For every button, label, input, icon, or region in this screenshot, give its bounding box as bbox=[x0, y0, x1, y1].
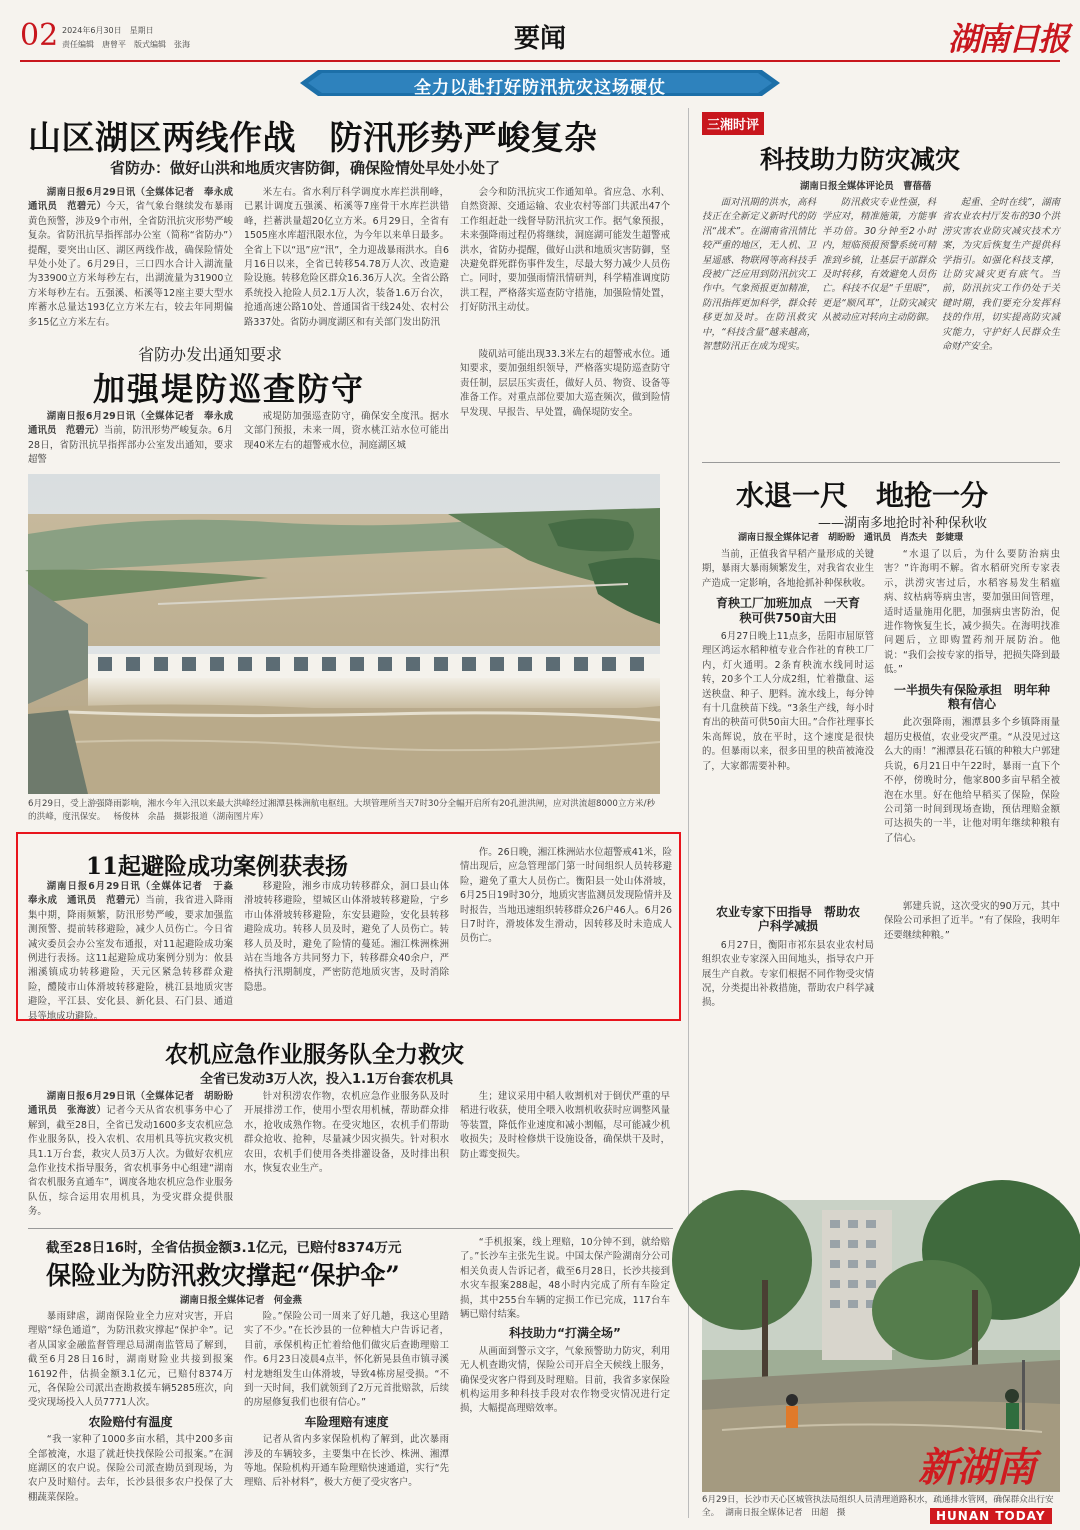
recovery-col-1c: 农业专家下田指导 帮助农户科学减损 6月27日，衡阳市祁东县农业农村局组织农业专家深入田间地头，指导农户开展生产自救。专家们根据不同作物受灾情况，分类提出补救措施，帮助农户科学减损。 bbox=[702, 905, 874, 1009]
recovery-col-2: “水退了以后，为什么要防治病虫害？”许海明不解。省水稻研究所专家表示，洪涝灾害过后，水稻容易发生稻瘟病、纹枯病等病虫害，要加强田间管理，适时适量施用化肥，加强病虫害防治，促进作物恢复生长，减少损失。在海明找准问题后，立即购置药剂开展防治。他说：“我们会按专家的指导，把损失降到最低。” 一半损失有保险承担 明年种粮有信心 此次强降雨，湘潭县多个乡镇降雨量超历史极值，农业受灾严重。“从没见过这么大的雨！”湘潭县花石镇的种粮大户郭建兵说，6月21日中午22时，暴雨一直下个不停，傍晚时分，他家800多亩早稻全被泡在水里。好在他给早稻买了保险，保险公司第一时间到现场查勘，预估理赔金额可达损失的一半，让他对明年继续种粮有了信心。 bbox=[884, 549, 1060, 844]
insurance-subhead-2: 车险理赔有速度 bbox=[304, 1414, 389, 1429]
page-number: 02 bbox=[20, 18, 59, 53]
column-headline: 科技助力防灾减灾 bbox=[760, 145, 961, 174]
lead-col-2: 米左右。省水利厅科学调度水库拦洪削峰，已累计调度五强溪、柘溪等7座骨干水库拦洪错峰，拦蓄洪量超20亿立方米。6月29日，全省有1505座水库超汛限水位，为今年以来单日最多。全省上下以“迅”应“汛”，全力迎战暴雨洪水。自6月16日以来，全省已转移54.78万人次、改造避险设施。转移危险区群众16.36万人次。全省公路系统投入抢险人员2.1万人次，装备1.6万台次，抢通高速公路10处、普通国省干线24处、农村公路337处。省防办调度湖区和有关部门发出防汛 bbox=[244, 187, 449, 328]
dam-photo-caption: 6月29日，受上游强降雨影响，湘水今年入汛以来最大洪峰经过湘潭县株洲航电枢纽。大坝管理所当天7时30分全幅开启所有20孔泄洪闸，应对洪流超8000立方米/秒的洪峰，度汛保安。 杨俊林 余晶 摄影报道（湖南图片库） bbox=[28, 799, 656, 822]
recovery-subhead-3: 农业专家下田指导 帮助农户科学减损 bbox=[715, 905, 860, 934]
recovery-subhead-1: 育秧工厂加班加点 一天育秧可供750亩大田 bbox=[715, 596, 860, 625]
watermark-sub: HUNAN TODAY bbox=[930, 1508, 1052, 1524]
agri-subheadline: 全省已发动3万人次，投入1.1万台套农机具 bbox=[200, 1072, 454, 1087]
section-title: 要闻 bbox=[513, 24, 566, 54]
lead-byline: 湖南日报6月29日讯（全媒体记者 奉永成 通讯员 范碧元） bbox=[28, 187, 243, 213]
date-line: 2024年6月30日 星期日 bbox=[62, 26, 154, 35]
recovery-col-1: 当前，正值我省早稻产量形成的关键期，暴雨大暴雨频繁发生，对我省农业生产造成一定影响，各地抢抓补种保秋收。 育秧工厂加班加点 一天育秧可供750亩大田 6月27日晚上11点多，岳阳市屈原管理区鸿运水稻种植专业合作社的育秧工厂内，灯火通明。2条育秧流水线同时运转，20多个工人分成2组，忙着撒盘、运送秧盘、种子、肥料。流水线上，每分钟有十几盘秧苗下线。“3条生产线，每小时育出的秧苗可供50亩大田。”合作社理事长朱高辉说，放在平时，这个速度是很快的。但暴雨以来，很多田里的秧苗被淹没了，大家都需要补种。 bbox=[702, 549, 874, 772]
insurance-col-1: 暴雨肆虐，湖南保险业全力应对灾害，开启理赔“绿色通道”，为防汛救灾撑起“保护伞”。记者从国家金融监督管理总局湖南监管局了解到，截至6月28日16时，湖南财险业共接到报案16192件，估损金额3.1亿元，已赔付8374万元，各保险公司派出查勘救援车辆5285班次，向受灾现场投入人员7771人次。 农险赔付有温度 “我一家种了1000多亩水稻，其中200多亩全部被淹，水退了就赶快找保险公司报案。”在洞庭湖区的农户说。保险公司派查勘员到现场，为农户及时赔付。去年，长沙县很多农户投保了大棚蔬菜保险。 bbox=[28, 1311, 233, 1503]
insurance-subhead-3: 科技助力“打满全场” bbox=[509, 1326, 621, 1341]
column-tag: 三湘时评 bbox=[702, 112, 764, 135]
insurance-headline: 保险业为防汛救灾撑起“保护伞” bbox=[46, 1261, 400, 1290]
embankment-headline: 加强堤防巡查防守 bbox=[93, 370, 366, 408]
commend-col-2: 移避险，湘乡市成功转移群众，洞口县山体滑坡转移避险，望城区山体滑坡转移避险，宁乡市山体滑坡转移避险，东安县避险，安化县转移避险成功。转移人员及时，避免了人员伤亡。转移人员及时，避免了险情的蔓延。湘江株洲株洲站在当地各方共同努力下，转移群众40余户，严格执行汛期制度，严密防范地质灾害，及时消除隐患。 bbox=[244, 881, 449, 993]
commend-byline: 湖南日报6月29日讯（全媒体记者 于淼 奉永成 通讯员 范碧元） bbox=[28, 881, 243, 907]
watermark-logo: 新湖南 bbox=[918, 1444, 1035, 1491]
commend-headline: 11起避险成功案例获表扬 bbox=[86, 853, 349, 880]
column-col-2: 防汛救灾专业性强，科学应对，精准施策，方能事半功倍。30分钟至2小时内，短临预报预警系统可精准到乡镇，让基层干部群众及时转移，有效避免人员伤亡。科技不仅是“千里眼”，更是“顺风耳”，让防灾减灾从被动应对转向主动防御。 bbox=[822, 197, 936, 324]
commend-story-box bbox=[16, 832, 681, 1021]
embankment-byline: 湖南日报6月29日讯（全媒体记者 奉永成 通讯员 范碧元） bbox=[28, 411, 243, 437]
lead-headline: 山区湖区两线作战 防汛形势严峻复杂 bbox=[28, 118, 598, 157]
lead-subheadline: 省防办：做好山洪和地质灾害防御，确保险情处早处小处了 bbox=[110, 159, 501, 177]
commend-col-1: 湖南日报6月29日讯（全媒体记者 于淼 奉永成 通讯员 范碧元）当前，我省进入降雨集中期，降雨频繁，防汛形势严峻，要求加强监测预警、提前转移避险，减少人员伤亡。今日省减灾委员会办公室发布通报，对11起避险成功案例进行表扬。这11起避险成功案例分别为：攸县湘溪镇成功转移避险，天元区紧急转移群众避险，醴陵市山体滑坡转移避险，桃江县地质灾害避险，平江县、安化县、新化县、石门县、通道县等地成功避险。 bbox=[28, 881, 243, 1022]
agri-byline: 湖南日报6月29日讯（全媒体记者 胡盼盼 通讯员 张海波） bbox=[28, 1091, 243, 1117]
lead-col-3: 会今和防汛抗灾工作通知单。省应急、水利、自然资源、交通运输、农业农村等部门共派出47个工作组赶赴一线督导防汛抗灾工作。据气象预报，未来强降雨过程仍将继续，洞庭湖可能发生超警戒洪水，省防办提醒，做好山洪和地质灾害防御，坚决避免群死群伤事件发生，尽最大努力减少人员伤亡。同时，要加强雨情汛情研判，科学精准调度防洪工程，严格落实巡查防守措施，加强险情处置，打好防汛主动仗。 bbox=[460, 187, 670, 314]
section-rule bbox=[28, 1228, 673, 1229]
commend-col-3: 作。26日晚，湘江株洲站水位超警戒41米，险情出现后，应急管理部门第一时间组织人员转移避险，避免了重大人员伤亡。衡阳县一处山体滑坡，6月25日19时30分，地质灾害监测员发现险情并及时报告，当地迅速组织转移群众26户46人。6月26日7时许，滑坡体发生滑动，因转移及时未造成人员伤亡。 bbox=[460, 847, 672, 945]
street-photo-credit: 湖南日报全媒体记者 田超 摄 bbox=[725, 1508, 846, 1518]
embankment-story bbox=[28, 338, 678, 466]
newspaper-logo: 湖南日报 bbox=[948, 20, 1069, 58]
column-col-1: 面对汛期的洪水，高科技正在全新定义新时代的防汛“战术”。在湖南省汛情比较严重的地区，无人机、卫星遥感、物联网等高科技手段被广泛应用到防汛抗灾工作中。气象预报更加精准，防汛指挥更加科学，群众转移更加及时。在防汛救灾中，“科技含量”越来越高，智慧防汛正在成为现实。 bbox=[702, 197, 816, 353]
recovery-headline: 水退一尺 地抢一分 bbox=[736, 479, 989, 512]
agri-headline: 农机应急作业服务队全力救灾 bbox=[165, 1041, 464, 1068]
insurance-col-2: 险。”保险公司一周来了好几趟，我这心里踏实了不少。”在长沙县的一位种植大户告诉记者，目前，承保机构正忙着给他们做灾后查勘理赔工作。6月23日凌晨4点半，怀化新晃县鱼市镇寻溪村龙塘组发生山体滑坡，导致4栋房屋受损。“不到一天时间，我们就领到了2万元首批赔款，后续的房屋修复我们也很有信心。” 车险理赔有速度 记者从省内多家保险机构了解到，此次暴雨涉及的车辆较多，主要集中在长沙、株洲、湘潭等地。保险机构开通车险理赔快速通道，实行“先理赔、后补材料”，极大方便了受灾客户。 bbox=[244, 1311, 449, 1489]
column-byline: 湖南日报全媒体评论员 曹蓓蓓 bbox=[800, 181, 932, 192]
dam-photo-credit: 杨俊林 余晶 摄影报道（湖南图片库） bbox=[113, 812, 269, 822]
column-col-3: 起重、全时在线”，湖南省农业农村厅发布的30个洪涝灾害农业防灾减灾技术方案，为灾后恢复生产提供科学指引。如强化科技支撑，让防灾减灾更有底气。当前，防汛抗灾工作仍处于关键时期，我们要充分发挥科技的作用，切实提高防灾减灾能力，守护好人民群众生命财产安全。 bbox=[942, 197, 1060, 353]
masthead bbox=[0, 0, 1080, 68]
lead-col-1: 湖南日报6月29日讯（全媒体记者 奉永成 通讯员 范碧元）今天，省气象台继续发布暴雨黄色预警，涉及9个市州，全省防汛抗灾形势严峻复杂。省防汛抗旱指挥部办公室（简称“省防办”）提醒，要突出山区、湖区两线作战，确保险情处早处小处了。6月29日，三口四水合计入湖流量为33900立方米每秒左右，出湖流量为31900立方米每秒左右。五强溪、柘溪等12座主要大型水库蓄水总量达193亿立方米左右，较去年同期偏多15亿立方米左右。 bbox=[28, 187, 243, 328]
embankment-col-2: 戒堤防加强巡查防守，确保安全度汛。据水文部门预报，未来一周，资水桃江站水位可能出现40米左右的超警戒水位，洞庭湖区城 bbox=[244, 411, 449, 451]
recovery-col-2c: 郭建兵说，这次受灾的90万元，其中保险公司承担了近半。“有了保险，我明年还要继续种粮。” bbox=[884, 901, 1060, 941]
recovery-subheadline: ——湖南多地抢时补种保秋收 bbox=[818, 516, 988, 531]
agri-col-1: 湖南日报6月29日讯（全媒体记者 胡盼盼 通讯员 张海波）记者今天从省农机事务中心了解到，截至28日，全省已发动1600多支农机应急作业服务队，投入农机、农用机具等抗灾救灾机具1.1万台套，救灾人员3万人次。为做好农机应急作业技术指导服务，省农机事务中心组建“湖南省农机服务直通车”，调度各地农机应急作业服务队伍，综合运用农用机具，为受灾群众提供服务。 bbox=[28, 1091, 243, 1218]
recovery-subhead-2: 一半损失有保险承担 明年种粮有信心 bbox=[894, 682, 1051, 712]
banner-text: 全力以赴打好防汛抗灾这场硬仗 bbox=[414, 78, 666, 98]
embankment-col-1: 湖南日报6月29日讯（全媒体记者 奉永成 通讯员 范碧元）当前，防汛形势严峻复杂。6月28日，省防汛抗旱指挥部办公室发出通知，要求超警 bbox=[28, 411, 243, 466]
insurance-subhead-1: 农险赔付有温度 bbox=[88, 1414, 173, 1429]
insurance-kicker: 截至28日16时，全省估损金额3.1亿元，已赔付8374万元 bbox=[46, 1240, 402, 1256]
agri-col-3: 生；建议采用中稻人收割机对于倒伏严重的早稻进行收获，使用全喂入收割机收获时应调整风量等装置，降低作业速度和减小割幅，尽可能减少机收损失；及时检修烘干设施设备，确保烘干及时，防止霉变损失。 bbox=[460, 1091, 670, 1160]
embankment-col-3: 陵矶站可能出现33.3米左右的超警戒水位。通知要求，要加强组织领导，严格落实堤防巡查防守责任制，层层压实责任，做好人员、物资、设备等准备工作。对重点部位要加大巡查频次，做到险情早发现、早报告、早处置，确保堤防安全。 bbox=[460, 349, 670, 418]
insurance-col-3: “手机报案，线上理赔，10分钟不到，就给赔了。”长沙车主张先生说。中国太保产险湖南分公司相关负责人告诉记者，截至6月28日，长沙共接到水灾车报案288起，48小时内完成了所有车险定损，其中255台车辆的定损工作已完成，117台车辆已赔付结案。 科技助力“打满全场” 从画面到警示文字，气象预警助力防灾，利用无人机查勘灾情，保险公司开启全天候线上服务，确保受灾客户得到及时理赔。目前，我省多家保险机构运用多种科技手段对农作物受灾情况进行定损，大幅提高理赔效率。 bbox=[460, 1237, 670, 1415]
street-photo-caption: 6月29日，长沙市天心区城管执法局组织人员清理道路积水，疏通排水管网，确保群众出行安全。 湖南日报全媒体记者 田超 摄 bbox=[702, 1495, 1054, 1518]
topic-banner bbox=[300, 70, 780, 96]
recovery-rule bbox=[702, 462, 1060, 463]
dam-photo bbox=[28, 474, 660, 794]
insurance-byline: 湖南日报全媒体记者 何金燕 bbox=[180, 1295, 302, 1306]
column-divider bbox=[688, 108, 689, 1518]
dam-illustration bbox=[28, 474, 660, 794]
embankment-kicker: 省防办发出通知要求 bbox=[138, 345, 283, 364]
recovery-byline: 湖南日报全媒体记者 胡盼盼 通讯员 肖杰夫 彭婕璟 bbox=[738, 533, 964, 543]
masthead-rule bbox=[20, 60, 1060, 62]
editors-line: 责任编辑 唐曾平 版式编辑 张海 bbox=[62, 40, 190, 49]
agri-col-2: 针对积涝农作物，农机应急作业服务队及时开展排涝工作，使用小型农用机械，帮助群众排水，抢收成熟作物。在受灾地区，农机手们帮助群众抢收、抢种，尽量减少因灾损失。针对积水农田，农机手们使用各类排灌设备，及时排出积水，恢复农业生产。 bbox=[244, 1091, 449, 1175]
